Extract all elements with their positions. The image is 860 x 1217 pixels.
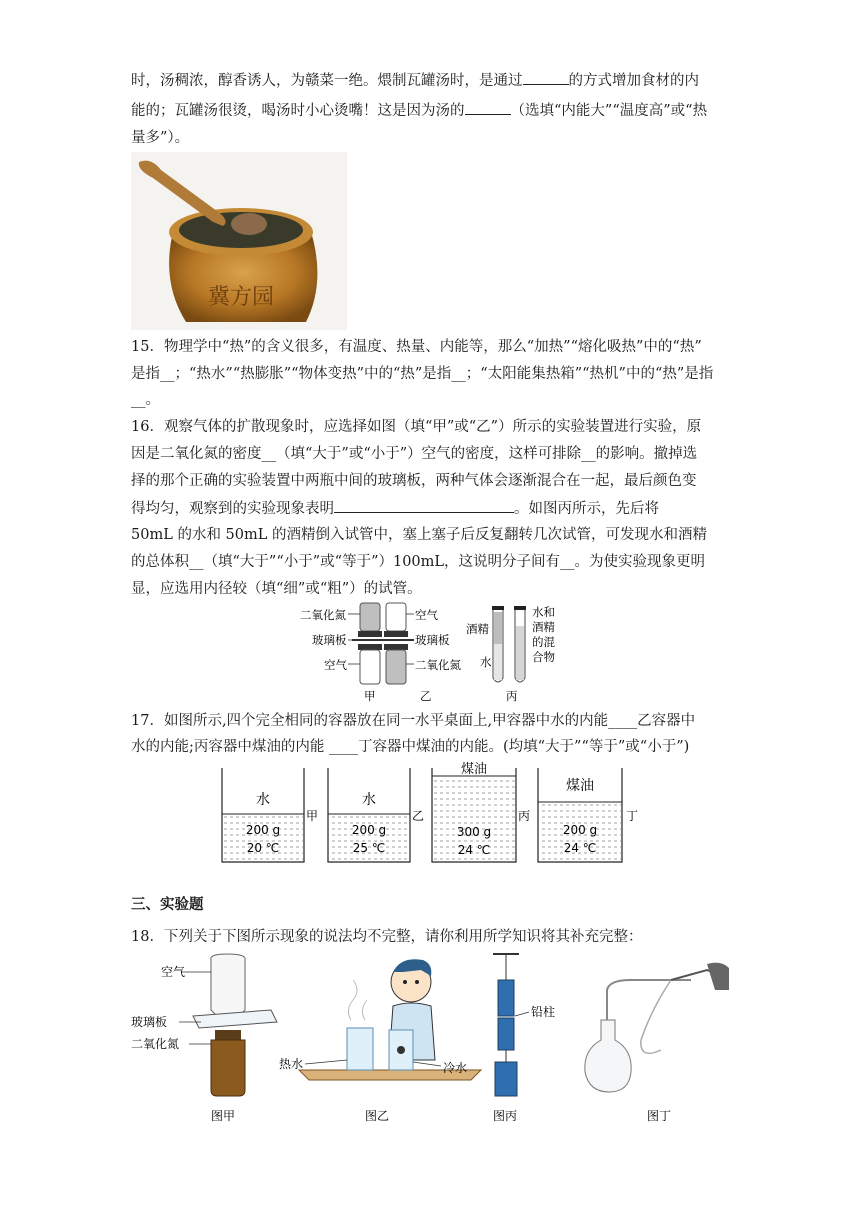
answer-blank[interactable] (465, 100, 511, 115)
water-layer (494, 644, 502, 680)
caption: 图乙 (365, 1109, 390, 1123)
label-air: 空气 (415, 608, 438, 622)
flask (585, 1020, 631, 1092)
q14-line-2: 能的；瓦罐汤很烫，喝汤时小心烫嘴！这是因为汤的 （选填“内能大”“温度高”或“热 (131, 100, 707, 121)
liquid-label: 水 (362, 792, 376, 808)
q18-figures (131, 950, 731, 1126)
liquid-label: 煤油 (566, 778, 594, 794)
lead-column-bottom (498, 1018, 514, 1050)
label-mix: 合物 (532, 650, 555, 664)
fig-jia (131, 954, 277, 1123)
q16-line-4: 得均匀，观察到的实验现象表明 。如图丙所示，先后将 (131, 498, 659, 519)
soup-pot-photo (131, 152, 347, 330)
label-glass: 玻璃板 (312, 633, 347, 647)
label-water: 水 (480, 655, 492, 669)
mass-value: 300 g (456, 825, 492, 839)
q16-line-1: 16．观察气体的扩散现象时，应选择如图（填“甲”或“乙”）所示的实验装置进行实验，原 (131, 419, 702, 435)
container-label: 丙 (518, 809, 531, 823)
mass-value: 200 g (245, 823, 281, 837)
containers-figure (218, 760, 638, 866)
label-jia: 甲 (364, 689, 376, 703)
label-mix: 的混 (532, 635, 555, 649)
label-no2: 二氧化氮 (131, 1037, 180, 1051)
label-cold-water: 冷水 (443, 1061, 468, 1075)
container-yi (328, 768, 424, 862)
label-yi: 乙 (420, 689, 432, 703)
container-ding (538, 768, 638, 862)
mass-value: 200 g (351, 823, 387, 837)
beaker-hot (347, 1028, 373, 1070)
label-no2: 二氧化氮 (300, 608, 346, 622)
container-label: 丁 (626, 809, 638, 823)
fig-ding (585, 963, 729, 1123)
bottle-no2-top-jia (360, 603, 380, 631)
q14-line-1: 时，汤稠浓，醇香诱人，为赣菜一绝。煨制瓦罐汤时，是通过 的方式增加食材的内 (131, 70, 699, 91)
bottle-neck (384, 631, 408, 637)
container-jia (222, 768, 318, 862)
q16-line-7: 显，应选用内径较（填“细”或“粗”）的试管。 (131, 581, 422, 597)
bottle-no2 (211, 1040, 245, 1096)
label-bing: 丙 (506, 689, 518, 703)
label-lead: 铅柱 (531, 1005, 556, 1019)
temp-value: 24 ℃ (563, 841, 597, 855)
label-alcohol: 酒精 (466, 622, 489, 636)
pot-inscription: 冀方园 (207, 285, 275, 310)
q15-line-1: 15．物理学中“热”的含义很多，有温度、热量、内能等，那么“加热”“熔化吸热”中的“热” (131, 339, 702, 355)
bottle-air-bottom-jia (360, 650, 380, 684)
label-mix: 水和 (532, 605, 555, 619)
fig-yi (279, 959, 481, 1123)
q15-line-3: __。 (131, 392, 160, 408)
bottle-neck (358, 631, 382, 637)
q16-line-6: 的总体积__（填“大于”“小于”或“等于”）100mL，这说明分子间有__。为使实验现象更明 (131, 554, 706, 570)
label-air: 空气 (324, 658, 347, 672)
q16-line-2: 因是二氧化氮的密度__（填“大于”或“小于”）空气的密度，这样可排除__的影响。撤掉选 (131, 446, 698, 462)
q17-line-2: 水的内能;丙容器中煤油的内能 ____丁容器中煤油的内能。(均填“大于”“等于”或“小于”) (131, 739, 690, 755)
section-heading: 三、实验题 (131, 897, 204, 913)
mixture-layer (516, 626, 524, 680)
q16-line-5: 50mL 的水和 50mL 的酒精倒入试管中，塞上塞子后反复翻转几次试管，可发现水和酒精 (131, 527, 707, 543)
label-glass: 玻璃板 (131, 1015, 168, 1029)
caption: 图甲 (211, 1109, 236, 1123)
label-hot-water: 热水 (279, 1057, 304, 1071)
label-no2: 二氧化氮 (415, 658, 461, 672)
answer-blank[interactable] (334, 498, 514, 513)
bottle-no2-bottom-yi (386, 650, 406, 684)
temp-value: 24 ℃ (457, 843, 491, 857)
q14-line-3: 量多”）。 (131, 130, 190, 146)
bottle-air-top-yi (386, 603, 406, 631)
liquid-label: 煤油 (460, 762, 488, 777)
container-label: 甲 (306, 809, 319, 823)
diffusion-figure (296, 600, 568, 704)
caption: 图丁 (647, 1109, 672, 1123)
answer-blank[interactable] (523, 70, 569, 85)
liquid-label: 水 (256, 792, 270, 808)
temp-value: 20 ℃ (246, 841, 280, 855)
bottle-neck (358, 644, 382, 650)
label-air: 空气 (161, 965, 186, 979)
lead-column-top (498, 980, 514, 1016)
container-bing (432, 761, 530, 862)
label-mix: 酒精 (532, 620, 555, 634)
container-label: 乙 (412, 809, 425, 823)
bottle-neck (384, 644, 408, 650)
temp-value: 25 ℃ (352, 841, 386, 855)
label-glass: 玻璃板 (415, 633, 450, 647)
mass-value: 200 g (562, 823, 598, 837)
glass-plate (193, 1010, 277, 1028)
q16-line-3: 择的那个正确的实验装置中两瓶中间的玻璃板，两种气体会逐渐混合在一起，最后颜色变 (131, 473, 697, 489)
alcohol-layer (494, 612, 502, 644)
weight (495, 1062, 517, 1096)
q15-line-2: 是指__；“热水”“热膨胀”“物体变热”中的“热”是指__；“太阳能集热箱”“热机”中的“热”是指 (131, 366, 714, 382)
fig-bing (493, 954, 555, 1123)
q18-line-1: 18．下列关于下图所示现象的说法均不完整，请你利用所学知识将其补充完整： (131, 929, 643, 945)
caption: 图丙 (493, 1109, 518, 1123)
q17-line-1: 17．如图所示,四个完全相同的容器放在同一水平桌面上,甲容器中水的内能____乙容器中 (131, 713, 696, 729)
